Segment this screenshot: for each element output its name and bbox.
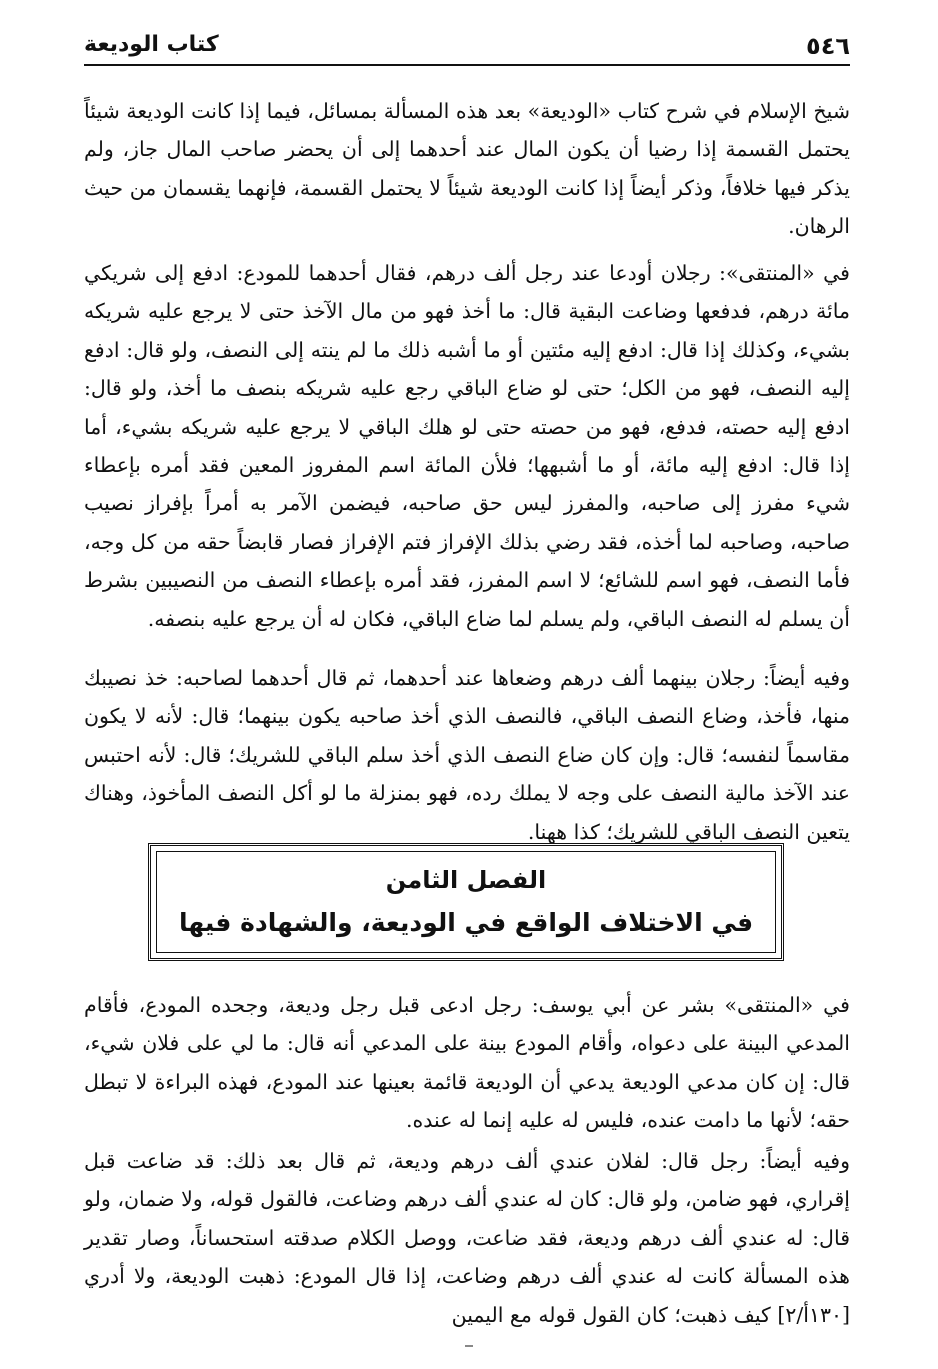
page-bottom-mark	[465, 1345, 473, 1347]
page-header	[84, 30, 850, 66]
chapter-heading-box	[148, 843, 784, 961]
paragraph-5: وفيه أيضاً: رجل قال: لفلان عندي ألف درهم وديعة، ثم قال بعد ذلك: قد ضاعت قبل إقراري، فهو ضامن، ولو قال: كان له عندي ألف درهم وضاعت، فالقول قوله، ولا ضمان، ولو قال: له عندي ألف درهم وديعة، فقد ضاعت، ووصل الكلام صدقته استحساناً، وصار تقدير هذه المسألة كانت له عندي ألف درهم وضاعت، إذا قال المودع: ذهبت الوديعة، ولا أدري [١٣٠أ/٢] كيف ذهبت؛ كان القول قوله مع اليمين	[84, 1149, 850, 1327]
paragraph-4: في «المنتقى» بشر عن أبي يوسف: رجل ادعى قبل رجل وديعة، وجحده المودع، فأقام المدعي البينة على دعواه، وأقام المودع بينة على المدعي أنه قال: ما لي على فلان شيء، قال: إن كان مدعي الوديعة يدعي أن الوديعة قائمة بعينها عند المودع، فهذه البراءة لا تبطل حقه؛ لأنها ما دامت عنده، فليس له عليه إنما له عنده.	[84, 993, 850, 1133]
chapter-number: الفصل الثامن	[385, 866, 547, 894]
chapter-title: في الاختلاف الواقع في الوديعة، والشهادة فيها	[178, 908, 754, 937]
running-title: كتاب الوديعة	[84, 32, 219, 57]
page-number: ٥٤٦	[806, 32, 850, 60]
paragraph-1: شيخ الإسلام في شرح كتاب «الوديعة» بعد هذه المسألة بمسائل، فيما إذا كانت الوديعة شيئاً يحتمل القسمة إذا رضيا أن يكون المال عند أحدهما إلى أن يحضر صاحب المال جاز، ولم يذكر فيها خلافاً، وذكر أيضاً إذا كانت الوديعة شيئاً لا يحتمل القسمة، فإنهما يقسمان من حيث الرهان.	[84, 99, 850, 239]
paragraph-2: في «المنتقى»: رجلان أودعا عند رجل ألف درهم، فقال أحدهما للمودع: ادفع إلى شريكي مائة درهم، فدفعها وضاعت البقية قال: ما أخذ فهو من مال الآخذ حتى لا يرجع عليه شريكه بشيء، وكذلك إذا قال: ادفع إليه مئتين أو ما أشبه ذلك ما لم ينته إلى النصف، ولو قال: ادفع إليه النصف، فهو من الكل؛ حتى لو ضاع الباقي رجع عليه شريكه بنصف ما أخذ، ولو قال: ادفع إليه حصته، فدفع، فهو من حصته حتى لو هلك الباقي لا يرجع عليه شريكه بشيء، أما إذا قال: ادفع إليه مائة، أو ما أشبهها؛ فلأن المائة اسم المفروز المعين فقد أمره بإعطاء شيء مفرز إلى صاحبه، والمفرز ليس حق صاحبه، فيضمن الآمر به أمراً بإفراز نصيب صاحبه، وصاحبه لما أخذه، فقد رضي بذلك الإفراز فتم الإفراز فصار قابضاً حقه من كل وجه، فأما النصف، فهو اسم للشائع؛ لا اسم المفرز، فقد أمره بإعطاء النصف من النصيبين بشرط أن يسلم له النصف الباقي، ولم يسلم لما ضاع الباقي، فكان له أن يرجع عليه بنصفه.	[84, 261, 850, 631]
paragraph-3: وفيه أيضاً: رجلان بينهما ألف درهم وضعاها عند أحدهما، ثم قال أحدهما لصاحبه: خذ نصيبك منها، فأخذ، وضاع النصف الباقي، فالنصف الذي أخذ صاحبه يكون بينهما؛ قال: لأنه لا يكون مقاسماً لنفسه؛ قال: وإن كان ضاع النصف الذي أخذ سلم الباقي للشريك؛ قال: لأنه احتبس عند الآخذ مالية النصف على وجه لا يملك رده، فهو بمنزلة ما لو أكل النصف المأخوذ، وهناك يتعين النصف الباقي للشريك؛ كذا ههنا.	[84, 666, 850, 844]
